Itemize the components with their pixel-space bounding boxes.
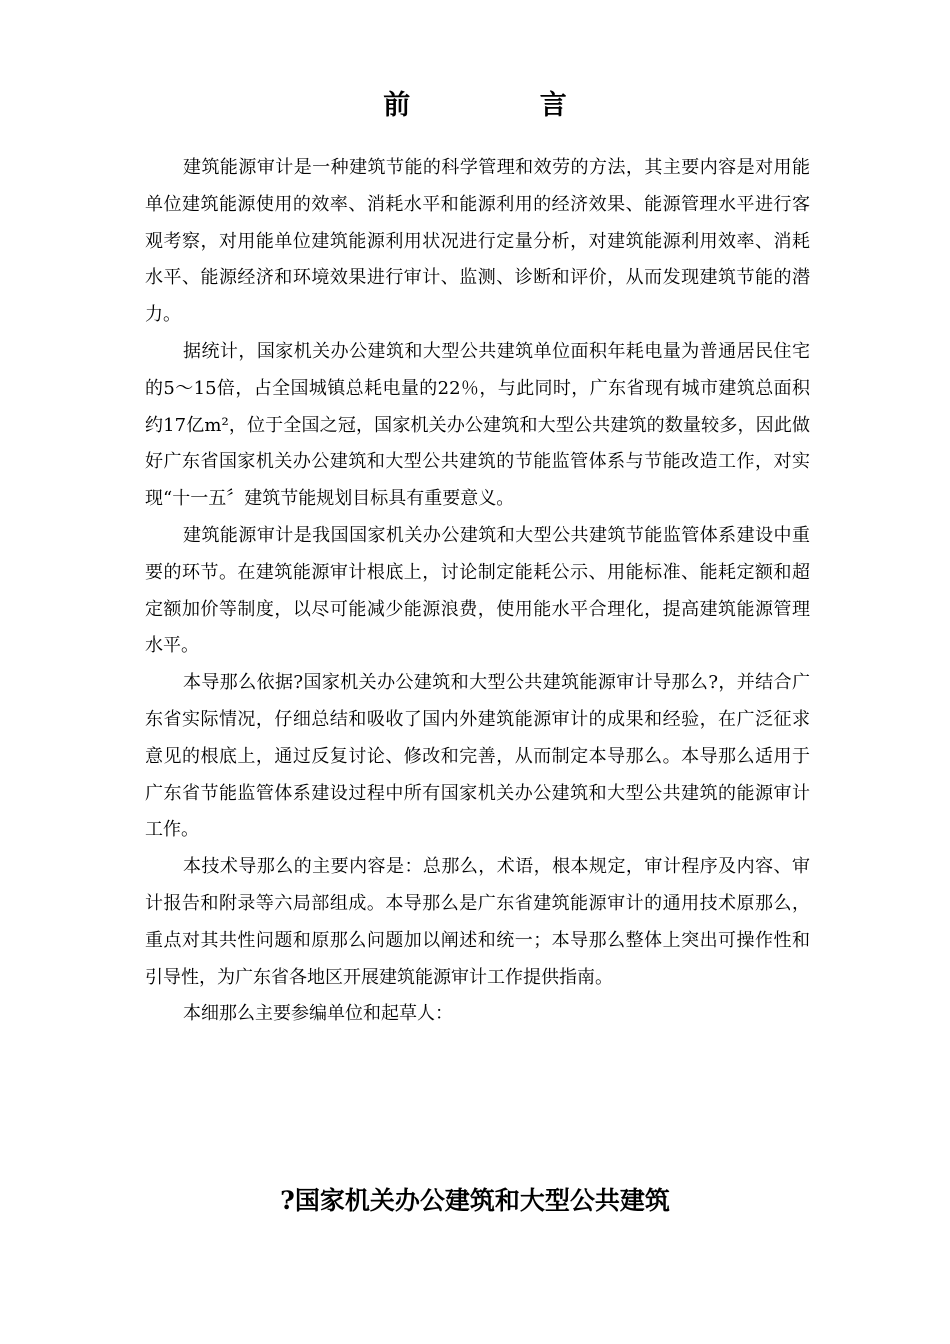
paragraph-3: 建筑能源审计是我国国家机关办公建筑和大型公共建筑节能监管体系建设中重要的环节。在建筑能源审计根底上，讨论制定能耗公示、用能标准、能耗定额和超定额加价等制度，以尽可能减少能源浪费，使用能水平合理化，提高建筑能源管理水平。: [145, 524, 810, 657]
page-title: 前 言: [383, 90, 627, 121]
paragraph-1: 建筑能源审计是一种建筑节能的科学管理和效劳的方法，其主要内容是对用能单位建筑能源使用的效率、消耗水平和能源利用的经济效果、能源管理水平进行客观考察，对用能单位建筑能源利用状况进行定量分析，对建筑能源利用效率、消耗水平、能源经济和环境效果进行审计、监测、诊断和评价，从而发现建筑节能的潜力。: [145, 157, 810, 326]
document-body: [145, 150, 810, 1033]
section-title: ?国家机关办公建筑和大型公共建筑: [280, 1186, 670, 1215]
paragraph-2: 据统计，国家机关办公建筑和大型公共建筑单位面积年耗电量为普通居民住宅的5～15倍，占全国城镇总耗电量的22％，与此同时，广东省现有城市建筑总面积约17亿m²，位于全国之冠，国家机关办公建筑和大型公共建筑的数量较多，因此做好广东省国家机关办公建筑和大型公共建筑的节能监管体系与节能改造工作，对实现“十一五〞建筑节能规划目标具有重要意义。: [145, 340, 810, 510]
paragraph-6: 本细那么主要参编单位和起草人：: [183, 1003, 453, 1025]
paragraph-4: 本导那么依据?国家机关办公建筑和大型公共建筑能源审计导那么?，并结合广东省实际情况，仔细总结和吸收了国内外建筑能源审计的成果和经验，在广泛征求意见的根底上，通过反复讨论、修改和完善，从而制定本导那么。本导那么适用于广东省节能监管体系建设过程中所有国家机关办公建筑和大型公共建筑的能源审计工作。: [145, 672, 810, 841]
paragraph-5: 本技术导那么的主要内容是：总那么，术语，根本规定，审计程序及内容、审计报告和附录等六局部组成。本导那么是广东省建筑能源审计的通用技术原那么，重点对其共性问题和原那么问题加以阐述和统一；本导那么整体上突出可操作性和引导性，为广东省各地区开展建筑能源审计工作提供指南。: [145, 856, 810, 988]
